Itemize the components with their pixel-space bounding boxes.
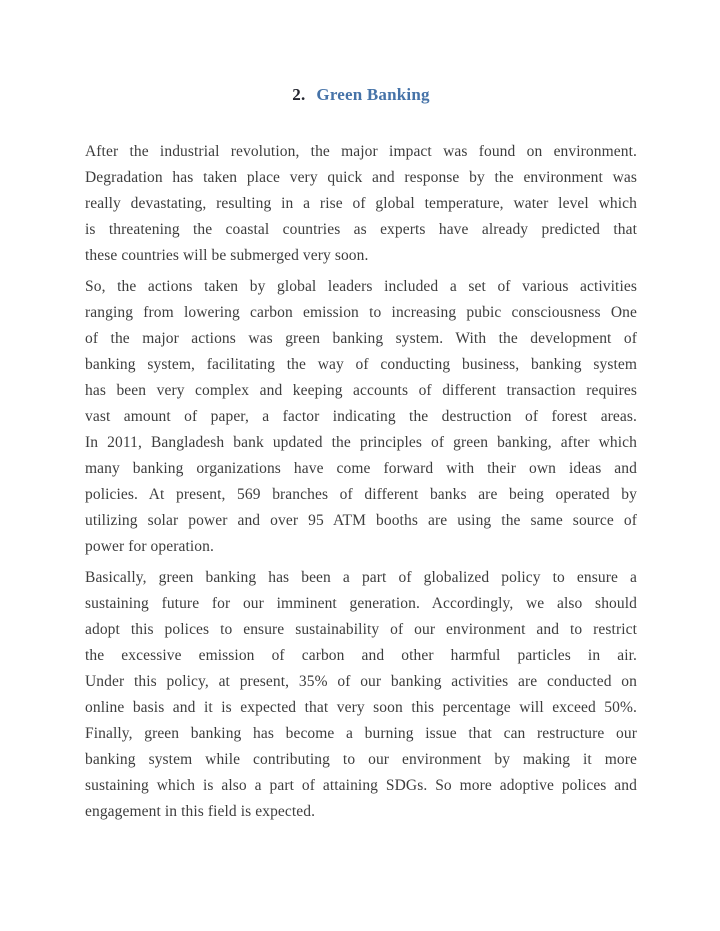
paragraph <box>85 274 637 560</box>
text-line: the excessive emission of carbon and other harmful particles in air. <box>85 647 637 664</box>
text-line: many banking organizations have come forward with their own ideas and <box>85 460 637 477</box>
text-line: Basically, green banking has been a part of globalized policy to ensure a <box>85 569 637 586</box>
text-line: Finally, green banking has become a burning issue that can restructure our <box>85 725 637 742</box>
text-line: Degradation has taken place very quick and response by the environment was <box>85 169 637 186</box>
text-line: utilizing solar power and over 95 ATM booths are using the same source of <box>85 512 637 529</box>
text-line: of the major actions was green banking system. With the development of <box>85 330 637 347</box>
document-body <box>85 139 637 825</box>
paragraph <box>85 565 637 825</box>
section-number: 2. <box>292 85 306 104</box>
text-line: Under this policy, at present, 35% of our banking activities are conducted on <box>85 673 637 690</box>
section-heading <box>85 84 637 106</box>
paragraph <box>85 139 637 269</box>
text-line: engagement in this field is expected. <box>85 803 316 820</box>
text-line: vast amount of paper, a factor indicating the destruction of forest areas. <box>85 408 637 425</box>
text-line: is threatening the coastal countries as experts have already predicted that <box>85 221 637 238</box>
text-line: sustaining which is also a part of attaining SDGs. So more adoptive polices and <box>85 777 637 794</box>
text-line: So, the actions taken by global leaders included a set of various activities <box>85 278 637 295</box>
text-line: adopt this polices to ensure sustainability of our environment and to restrict <box>85 621 637 638</box>
section-title: Green Banking <box>316 85 430 104</box>
text-line: sustaining future for our imminent generation. Accordingly, we also should <box>85 595 637 612</box>
text-line: ranging from lowering carbon emission to increasing pubic consciousness One <box>85 304 637 321</box>
text-line: banking system while contributing to our environment by making it more <box>85 751 637 768</box>
text-line: online basis and it is expected that very soon this percentage will exceed 50%. <box>85 699 637 716</box>
text-line: In 2011, Bangladesh bank updated the principles of green banking, after which <box>85 434 637 451</box>
text-line: banking system, facilitating the way of conducting business, banking system <box>85 356 637 373</box>
text-line: has been very complex and keeping accounts of different transaction requires <box>85 382 637 399</box>
text-line: policies. At present, 569 branches of different banks are being operated by <box>85 486 637 503</box>
text-line: power for operation. <box>85 538 214 555</box>
text-line: these countries will be submerged very soon. <box>85 247 369 264</box>
text-line: After the industrial revolution, the major impact was found on environment. <box>85 143 637 160</box>
text-line: really devastating, resulting in a rise of global temperature, water level which <box>85 195 637 212</box>
